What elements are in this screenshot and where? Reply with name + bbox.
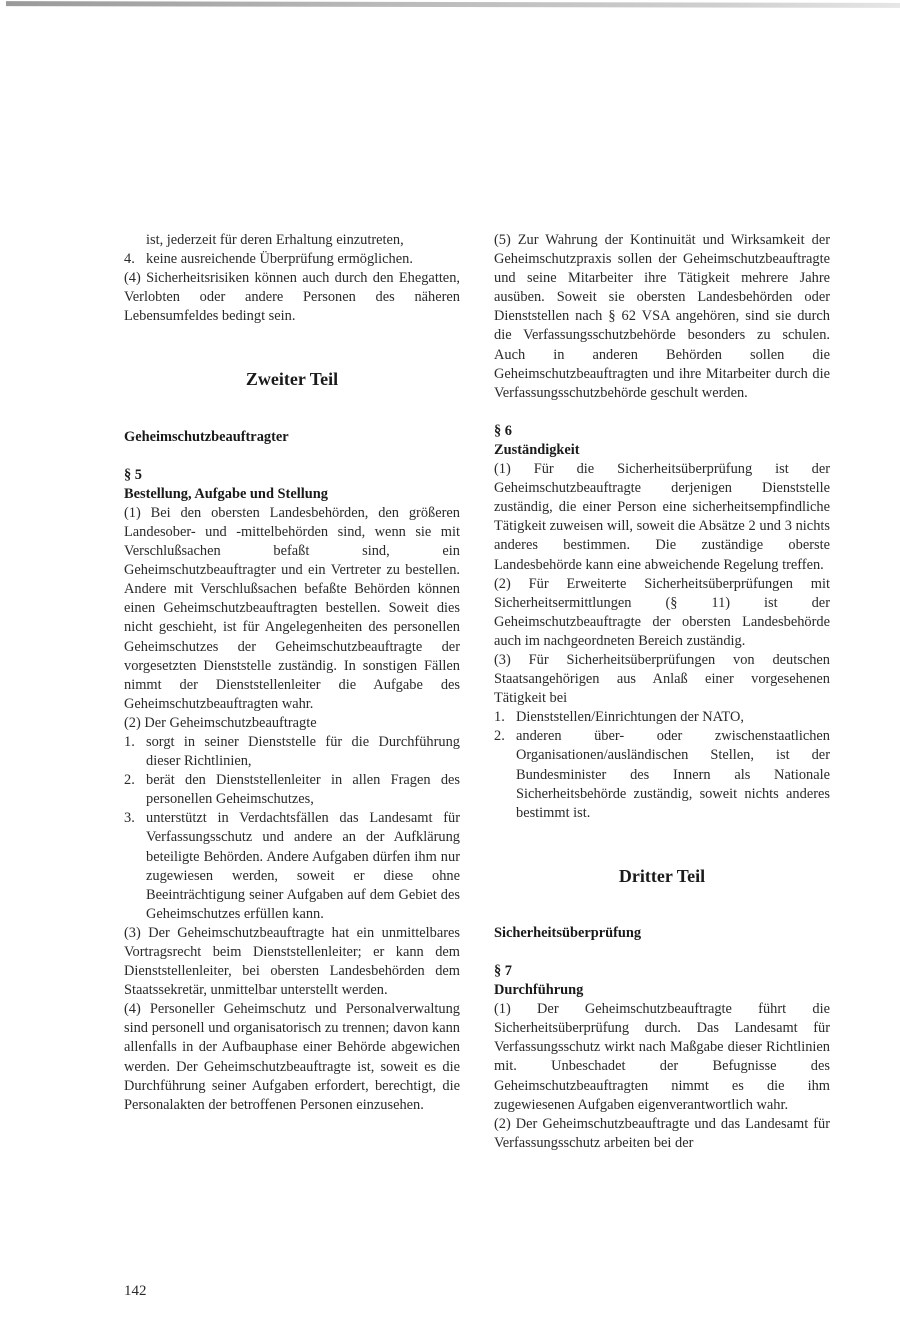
paragraph-text: (1) Für die Sicherheitsüberprüfung ist der Geheimschutzbeauftragte derjenigen Dienststelle zuständig, die einer Person eine sicherheitsempfindliche Tätigkeit zuweisen will, soweit die Absätze 2 und 3 nichts anderes bestimmen. Die zuständige oberste Landesbehörde kann eine abweichende Regelung treffen. — [494, 461, 830, 573]
section-title: Geheimschutzbeauftragter — [124, 428, 289, 445]
list-number: 1. — [494, 709, 505, 726]
list-text: ist, jederzeit für deren Erhaltung einzutreten, — [146, 232, 404, 248]
paragraph-text: (3) Für Sicherheitsüberprüfungen von deutschen Staatsangehörigen aus Anlaß einer vorgesehenen Tätigkeit bei — [494, 651, 830, 707]
list-number: 1. — [124, 733, 135, 750]
list-number: 2. — [124, 772, 135, 789]
list-text: sorgt in seiner Dienststelle für die Durchführung dieser Richtlinien, — [146, 733, 460, 770]
scan-top-edge — [6, 1, 900, 8]
paragraph-text: (4) Sicherheitsrisiken können auch durch den Ehegatten, Verlobten oder andere Personen des näheren Lebensumfeldes bedingt sein. — [124, 270, 460, 325]
list-item — [124, 809, 460, 924]
part-title: Dritter Teil — [618, 865, 706, 886]
list-number: 4. — [124, 251, 135, 268]
section-title: Sicherheitsüberprüfung — [494, 924, 642, 941]
list-item — [494, 727, 830, 822]
list-item — [124, 250, 460, 269]
paragraph-text: (2) Für Erweiterte Sicherheitsüberprüfungen mit Sicherheitsermittlungen (§ 11) ist der Geheimschutzbeauftragte der obersten Landesbehörde auch im nachgeordneten Bereich zuständig. — [494, 575, 830, 649]
part-title: Zweiter Teil — [245, 369, 339, 390]
paragraph-heading: Bestellung, Aufgabe und Stellung — [124, 485, 328, 502]
list-text: Dienststellen/Einrichtungen der NATO, — [516, 709, 744, 726]
list-item-continuation — [124, 231, 460, 250]
list-number — [124, 231, 146, 250]
paragraph-text: (2) Der Geheimschutzbeauftragte und das Landesamt für Verfassungsschutz arbeiten bei der — [494, 1115, 830, 1151]
list-number: 3. — [124, 810, 135, 827]
list-item — [494, 708, 830, 727]
paragraph-sign: § 5 — [124, 466, 142, 483]
paragraph-text: (1) Bei den obersten Landesbehörden, den größeren Landesober- und -mittelbehörden sind, wenn sie mit Verschlußsachen befaßt sind, ein Geheimschutzbeauftragter und ein Vertreter zu bestellen. Andere mit Verschlußsachen befaßte Behörden können einen Geheimschutzbeauftragten bestellen. Soweit dies nicht geschieht, ist für Angelegenheiten des personellen Geheimschutzes der Geheimschutzbeauftragte der vorgesetzten Dienststelle zuständig. In sonstigen Fällen nimmt der Dienststellenleiter die Aufgabe des Geheimschutzbeauftragten wahr. — [124, 504, 460, 712]
list-text: keine ausreichende Überprüfung ermöglichen. — [146, 251, 413, 268]
paragraph-text: (4) Personeller Geheimschutz und Personalverwaltung sind personell und organisatorisch zu trennen; davon kann allenfalls in der Aufbauphase einer Behörde abgewichen werden. Der Geheimschutzbeauftragte ist, soweit es die Durchführung seiner Aufgaben erfordert, berechtigt, die Personalakten der betroffenen Personen einzusehen. — [124, 1001, 460, 1113]
paragraph-heading: Durchführung — [494, 982, 584, 999]
paragraph-sign: § 7 — [494, 963, 512, 979]
right-column — [494, 231, 830, 1153]
page-number: 142 — [124, 1283, 147, 1299]
paragraph-text: (1) Der Geheimschutzbeauftragte führt die Sicherheitsüberprüfung durch. Das Landesamt für Verfassungsschutz wirkt nach Maßgabe dieser Richtlinien mit. Unbeschadet der Befugnisse des Geheimschutzbeauftragten nimmt es die ihm zugewiesenen Aufgaben eigenverantwortlich wahr. — [494, 1001, 830, 1113]
paragraph-sign: § 6 — [494, 422, 512, 439]
list-item — [124, 771, 460, 809]
paragraph-text: (3) Der Geheimschutzbeauftragte hat ein unmittelbares Vortragsrecht beim Dienststellenleiter; er kann dem Dienststellenleiter, bei obersten Landesbehörden dem Staatssekretär, unmittelbar unterstellt werden. — [124, 924, 460, 999]
list-text: unterstützt in Verdachtsfällen das Landesamt für Verfassungsschutz und andere an der Aufklärung beteiligte Behörden. Andere Aufgaben dürfen ihm nur zugewiesen werden, soweit er diese ohne Beeinträchtigung seiner Aufgaben auf dem Gebiet des Geheimschutzes erfüllen kann. — [146, 810, 460, 922]
paragraph-text: (2) Der Geheimschutzbeauftragte — [124, 714, 317, 731]
paragraph-text: (5) Zur Wahrung der Kontinuität und Wirksamkeit der Geheimschutzpraxis sollen der Geheimschutzbeauftragte und seine Mitarbeiter ihre Tätigkeit mehrere Jahre ausüben. Soweit sie obersten Landesbehörden oder Dienststellen nach § 62 VSA angehören, sind sie durch die Verfassungsschutzbehörde besonders zu schulen. Auch in anderen Behörden sollen die Geheimschutzbeauftragten und ihre Mitarbeiter durch die Verfassungsschutzbehörde geschult werden. — [494, 232, 830, 401]
paragraph-heading: Zuständigkeit — [494, 441, 580, 458]
list-text: anderen über- oder zwischenstaatlichen Organisationen/ausländischen Stellen, ist der Bundesminister des Innern als Nationale Sicherheitsbehörde zuständig, soweit nichts anderes bestimmt ist. — [516, 728, 830, 821]
list-number: 2. — [494, 728, 505, 745]
list-item — [124, 733, 460, 771]
list-text: berät den Dienststellenleiter in allen Fragen des personellen Geheimschutzes, — [146, 772, 460, 808]
left-column — [124, 231, 460, 1115]
